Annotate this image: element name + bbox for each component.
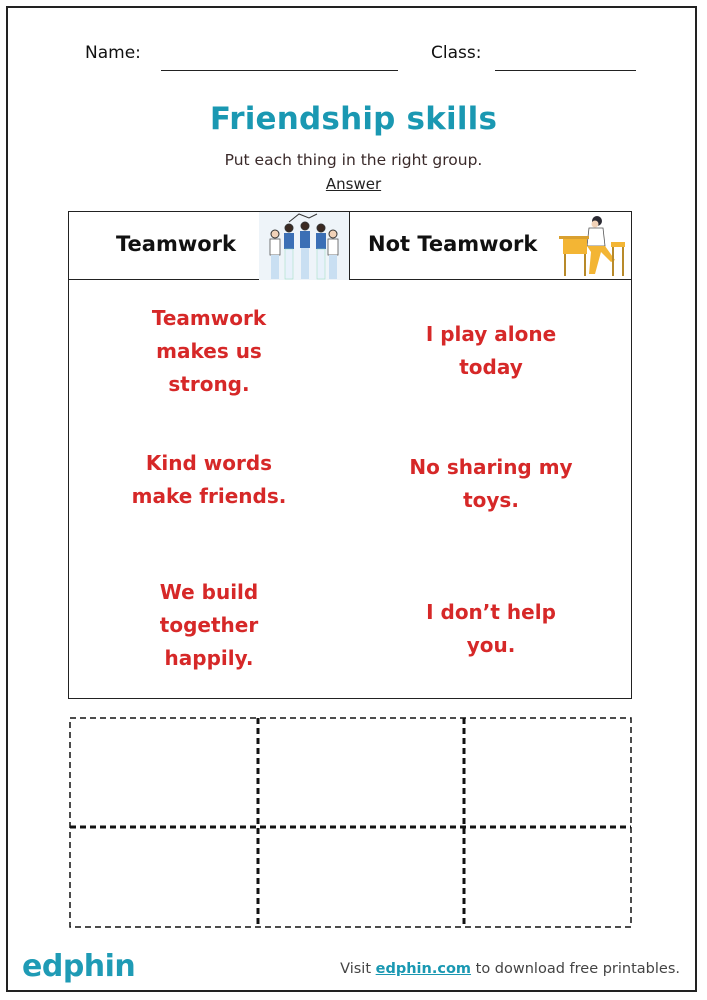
teamwork-header: Teamwork (116, 232, 236, 256)
team-people-icon (259, 212, 349, 280)
name-input-line[interactable] (161, 70, 398, 71)
teamwork-answer-1: Teamwork makes us strong. (151, 306, 267, 396)
not-teamwork-answer-3: I don’t help you. (426, 600, 556, 657)
class-input-line[interactable] (495, 70, 636, 71)
not-teamwork-answer-1: I play alone today (425, 322, 557, 379)
footer-rest: to download free printables. (475, 961, 680, 977)
name-label: Name: (85, 43, 141, 63)
class-label: Class: (431, 43, 482, 63)
edphin-link[interactable]: edphin.com (375, 961, 472, 977)
not-teamwork-answer-2: No sharing my toys. (409, 455, 573, 512)
teamwork-answer-2: Kind words make friends. (131, 451, 287, 508)
column-divider (349, 212, 350, 279)
table-header-row (69, 212, 631, 280)
instructions: Put each thing in the right group. (224, 151, 483, 169)
person-alone-icon (555, 212, 631, 280)
not-teamwork-header: Not Teamwork (368, 232, 538, 256)
sorting-table (68, 211, 632, 699)
teamwork-answer-3: We build together happily. (159, 580, 259, 670)
answer-label: Answer (325, 175, 382, 193)
footer-visit: Visit (340, 961, 372, 977)
footer-note (340, 961, 680, 977)
cut-out-grid (69, 717, 632, 928)
worksheet-title: Friendship skills (209, 101, 498, 137)
edphin-logo: edphin (22, 949, 136, 984)
